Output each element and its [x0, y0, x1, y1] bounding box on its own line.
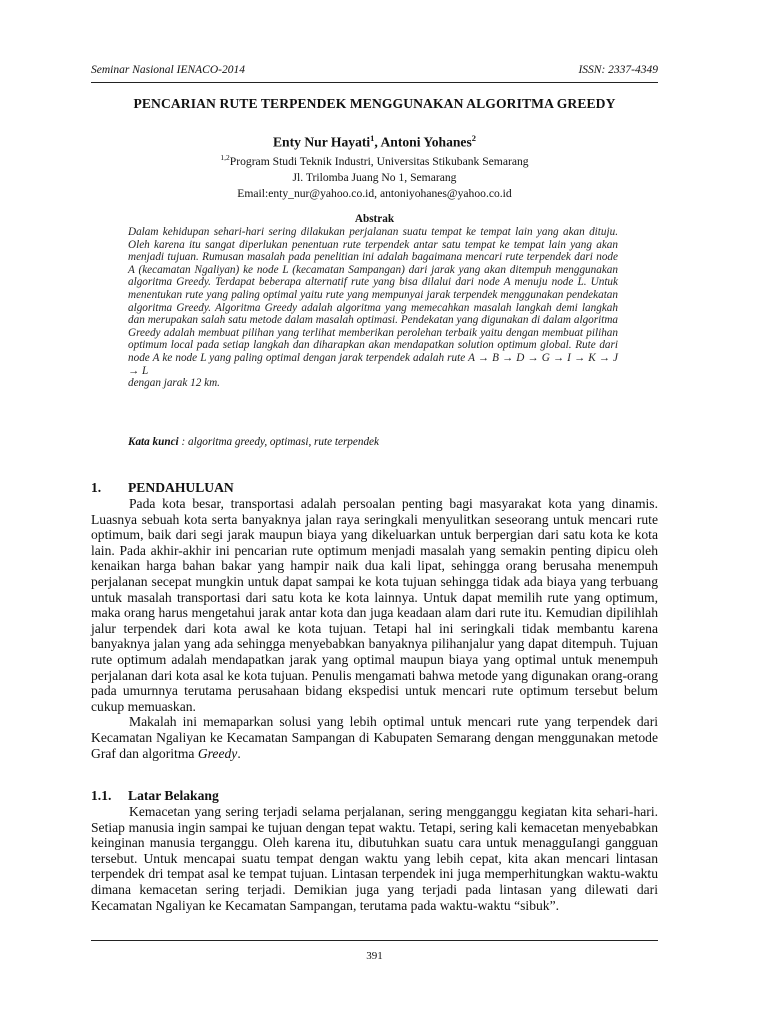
- greedy-term: Greedy: [197, 745, 238, 761]
- affiliation-address: Jl. Trilomba Juang No 1, Semarang: [292, 170, 457, 184]
- author-2: Antoni Yohanes: [380, 134, 472, 150]
- author-2-affil-mark: 2: [471, 133, 476, 143]
- abstract-route: paling optimal dengan jarak terpendek adalah rute A → B → D → G → I → K → J → L: [128, 351, 619, 377]
- header-divider: [91, 82, 658, 83]
- affiliation-institution-line: [91, 150, 658, 170]
- author-separator: ,: [374, 134, 381, 150]
- affiliation-institution: Program Studi Teknik Industri, Universitas Stikubank Semarang: [229, 154, 529, 168]
- affiliation-email: Email:enty_nur@yahoo.co.id, antoniyohanes@yahoo.co.id: [237, 186, 512, 200]
- section-1-paragraph-2-text: Makalah ini memaparkan solusi yang lebih optimal untuk mencari rute yang terpendek dari Kecamatan Ngaliyan ke Kecamatan Sampangan di Kabupaten Semarang dengan menggunakan metode Graf dan algoritma: [91, 714, 658, 761]
- issn: ISSN: 2337-4349: [578, 64, 658, 76]
- section-1-heading: [91, 480, 234, 496]
- section-1-1-body: [91, 804, 658, 913]
- abstract-body: [128, 226, 618, 390]
- section-1-title: PENDAHULUAN: [128, 480, 234, 495]
- footer-divider: [91, 940, 658, 941]
- author-1: Enty Nur Hayati: [272, 134, 371, 150]
- section-1-1-title: Latar Belakang: [128, 788, 219, 803]
- paper-title: PENCARIAN RUTE TERPENDEK MENGGUNAKAN ALGORITMA GREEDY: [133, 96, 616, 111]
- keywords-line: [128, 436, 618, 448]
- section-1-body: [91, 496, 658, 761]
- abstract-distance: dengan jarak 12 km.: [128, 377, 220, 390]
- section-1-1-heading: [91, 788, 219, 804]
- section-1-1-paragraph-1: Kemacetan yang sering terjadi selama perjalanan, sering mengganggu kegiatan kita sehari-hari. Setiap manusia ingin sampai ke tujuan dengan tepat waktu. Tetapi, sering kali kemacetan menyebabkan keinginan manusia terganggu. Oleh karena itu, dibutuhkan suatu cara untuk menagguIangi gangguan tersebut. Untuk mencapai suatu tempat dengan waktu yang lebih cepat, kita akan mencari lintasan terpendek dri tempat asal ke tempat tujuan. Lintasan terpendek ini juga memperhitungkan waktu-waktu dimana kemacetan sering terjadi. Demikian juga yang terjadi pada lintasan yang dilewati dari Kecamatan Ngaliyan ke Kecamatan Sampangan, terutama pada waktu-waktu “sibuk”.: [91, 804, 658, 913]
- section-1-paragraph-2: [91, 714, 658, 761]
- section-1-paragraph-1: Pada kota besar, transportasi adalah persoalan penting bagi masyarakat kota yang dinamis. Luasnya sebuah kota serta banyaknya jalan raya seringkali menyulitkan seseorang untuk mencari rute optimum, baik dari segi jarak maupun biaya yang dikeluarkan untuk berpergian dari satu kota ke kota lain. Pada akhir-akhir ini pencarian rute optimum menjadi masalah yang semakin penting dipicu oleh kenaikan harga bahan bakar yang hampir naik dua kali lipat, sehingga orang berusaha menempuh perjalanan secepat mungkin untuk dapat sampai ke kota tujuan sehingga tidak ada biaya yang terbuang untuk masalah transportasi dari satu kota ke kota lainnya. Untuk dapat memilih rute yang optimum, maka orang harus mengetahui jarak antar kota dan juga keadaan alam dari rute itu. Kemudian dipilihlah jalur terpendek dari kota awal ke kota tujuan. Tetapi hal ini seringkali tidak membantu karena banyaknya jalan yang ada sehingga menyebabkan banyaknya pilihanjalur yang dapat ditempuh. Tujuan rute optimum adalah mendapatkan jarak yang optimal maupun biaya yang optimal untuk menempuh perjalanan dari kota asal ke kota tujuan. Penulis mengamati bahwa metode yang digunakan orang-orang pada umurnnya terutama perusahaan bidang ekspedisi untuk mencari rute optimum tersebut belum cukup memuaskan.: [91, 496, 658, 714]
- conference-name: Seminar Nasional IENACO-2014: [91, 64, 245, 76]
- keywords-label: Kata kunci: [128, 436, 179, 448]
- section-1-number: 1.: [91, 480, 102, 495]
- affiliation-mark: 1,2: [220, 153, 230, 162]
- abstract-text: Dalam kehidupan sehari-hari sering dilakukan perjalanan suatu tempat ke tempat lain yang akan dituju. Oleh karena itu sangat diperlukan penentuan rute terpendek antar satu tempat ke tempat lain yang akan menjadi tujuan. Rumusan masalah pada penelitian ini adalah bagaimana mencari rute terpendek dari node A (kecamatan Ngaliyan) ke node L (kecamatan Sampangan) dari jarak yang akan ditempuh menggunakan algoritma Greedy. Terdapat beberapa alternatif rute yang bisa dilalui dari node A menuju node L. Untuk menentukan rute yang paling optimal yaitu rute yang mempunyai jarak terpendek menggunakan pendekatan algoritma Greedy. Algoritma Greedy adalah algoritma yang memecahkan masalah langkah demi langkah dan merupakan salah satu metode dalam masalah optimasi. Pendekatan yang digunakan di dalam algoritma Greedy adalah membuat pilihan yang terlihat memberikan perolehan terbaik yaitu dengan membuat pilihan optimum local pada setiap langkah dan diharapkan akan mendapatkan solution optimum global. Rute dari node A ke node L yang: [128, 226, 618, 364]
- author-1-affil-mark: 1: [370, 133, 375, 143]
- section-1-paragraph-2-end: .: [237, 745, 241, 761]
- section-1-1-number: 1.1.: [91, 788, 112, 803]
- keywords-text: : algoritma greedy, optimasi, rute terpendek: [178, 436, 379, 448]
- author-line: [91, 133, 658, 151]
- abstract-heading: Abstrak: [354, 213, 395, 225]
- page-number: 391: [366, 950, 383, 962]
- affiliation-block: [91, 150, 658, 202]
